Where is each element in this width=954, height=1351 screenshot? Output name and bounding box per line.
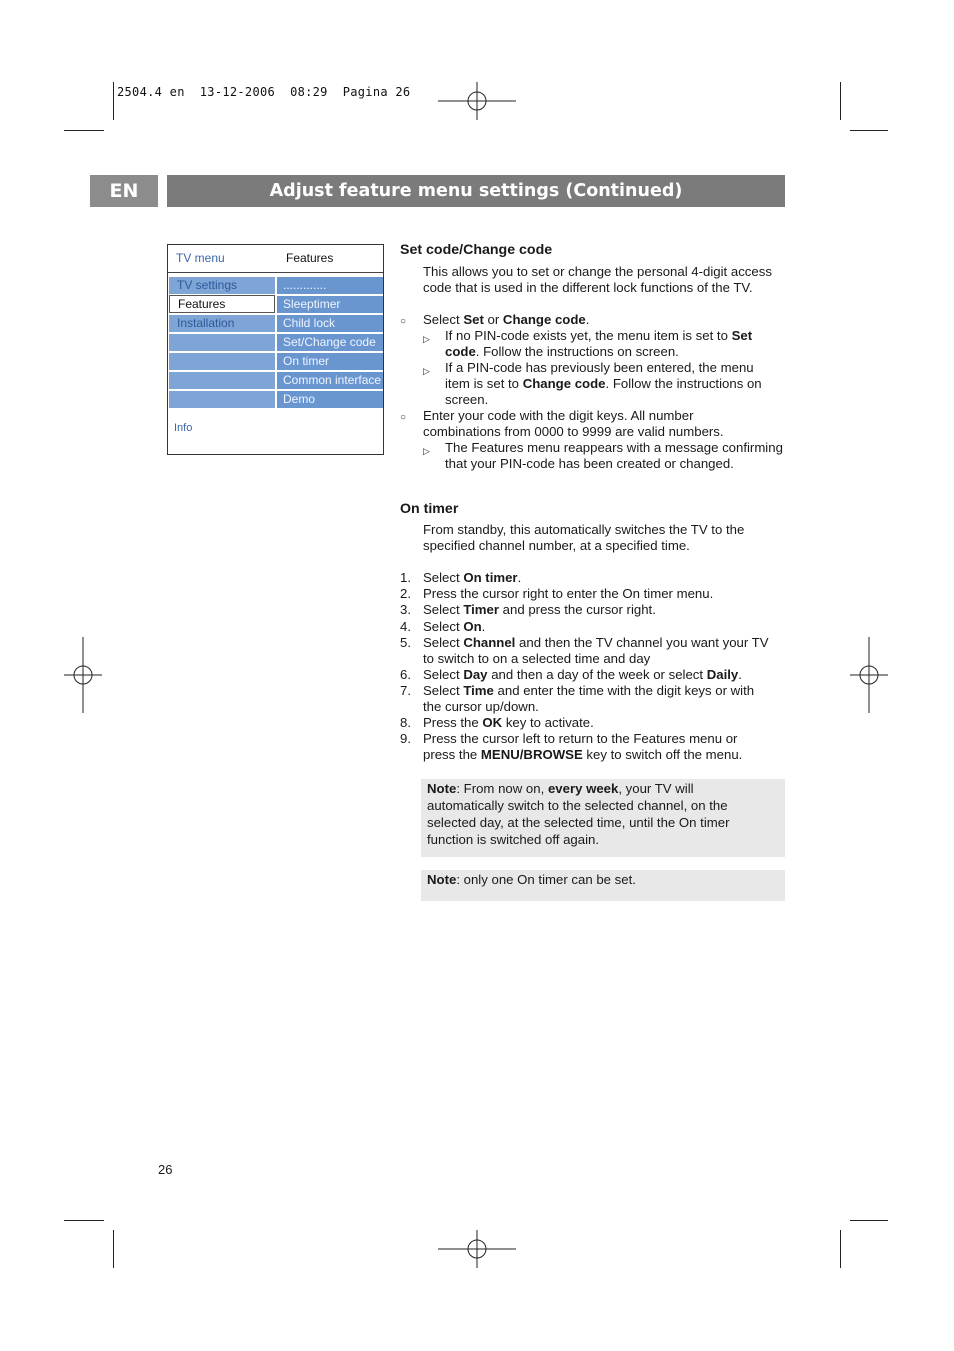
step-line: to switch to on a selected time and day bbox=[423, 651, 651, 666]
menu-left-item: TV settings bbox=[169, 277, 275, 294]
step-line: Press the OK key to activate. bbox=[423, 715, 594, 730]
paragraph-line: From standby, this automatically switches the TV to the bbox=[423, 522, 745, 537]
step-line: Select Set or Change code. bbox=[423, 312, 590, 327]
step-line: Press the cursor left to return to the Features menu or bbox=[423, 731, 738, 746]
menu-right-item: Sleeptimer bbox=[277, 296, 383, 313]
crop-mark bbox=[113, 1230, 114, 1268]
sub-step-line: that your PIN-code has been created or changed. bbox=[445, 456, 734, 471]
step-number: 1. bbox=[400, 570, 411, 585]
paragraph-line: code that is used in the different lock functions of the TV. bbox=[423, 280, 753, 295]
arrow-bullet-icon: ▷ bbox=[423, 334, 430, 344]
print-slug: 2504.4 en 13-12-2006 08:29 Pagina 26 bbox=[117, 85, 411, 99]
step-line: Select Channel and then the TV channel you want your TV bbox=[423, 635, 769, 650]
step-line: the cursor up/down. bbox=[423, 699, 539, 714]
menu-info: Info bbox=[174, 422, 193, 434]
step-line: press the MENU/BROWSE key to switch off the menu. bbox=[423, 747, 743, 762]
menu-left-item bbox=[169, 372, 275, 389]
sub-step-line: If a PIN-code has previously been entered, the menu bbox=[445, 360, 754, 375]
crop-mark bbox=[113, 82, 114, 120]
step-number: 4. bbox=[400, 619, 411, 634]
menu-header-right: Features bbox=[286, 251, 334, 265]
crop-mark bbox=[850, 130, 888, 131]
bullet-icon: ○ bbox=[400, 412, 407, 423]
registration-mark-icon bbox=[438, 82, 516, 120]
sub-step-line: The Features menu reappears with a message confirming bbox=[445, 440, 783, 455]
bullet-icon: ○ bbox=[400, 316, 407, 327]
note-box bbox=[421, 870, 785, 901]
sub-step-line: code. Follow the instructions on screen. bbox=[445, 344, 679, 359]
section-heading: On timer bbox=[400, 501, 459, 517]
paragraph-line: This allows you to set or change the personal 4-digit access bbox=[423, 264, 772, 279]
menu-right-item: Demo bbox=[277, 391, 383, 408]
step-line: Select Timer and press the cursor right. bbox=[423, 602, 656, 617]
step-number: 2. bbox=[400, 586, 411, 601]
menu-header-left: TV menu bbox=[176, 251, 225, 265]
menu-left-item-selected: Features bbox=[169, 295, 275, 313]
step-line: Select Day and then a day of the week or select Daily. bbox=[423, 667, 742, 682]
step-number: 5. bbox=[400, 635, 411, 650]
step-line: Select Time and enter the time with the digit keys or with bbox=[423, 683, 755, 698]
language-tab: EN bbox=[90, 175, 158, 207]
paragraph-line: specified channel number, at a specified time. bbox=[423, 538, 690, 553]
menu-header bbox=[168, 245, 383, 273]
step-number: 7. bbox=[400, 683, 411, 698]
crop-mark bbox=[840, 82, 841, 120]
crop-mark bbox=[840, 1230, 841, 1268]
registration-mark-icon bbox=[850, 637, 888, 713]
menu-left-item bbox=[169, 353, 275, 370]
menu-right-item: Child lock bbox=[277, 315, 383, 332]
sub-step-line: screen. bbox=[445, 392, 489, 407]
menu-right-item: ............. bbox=[277, 277, 383, 294]
note-box bbox=[421, 779, 785, 857]
note-line: Note: only one On timer can be set. bbox=[427, 872, 636, 887]
page-title: Adjust feature menu settings (Continued) bbox=[167, 175, 785, 207]
menu-right-item: On timer bbox=[277, 353, 383, 370]
menu-right-item: Common interface bbox=[277, 372, 383, 389]
crop-mark bbox=[64, 130, 104, 131]
page-number: 26 bbox=[158, 1162, 173, 1177]
step-number: 8. bbox=[400, 715, 411, 730]
menu-left-item bbox=[169, 391, 275, 408]
step-line: Enter your code with the digit keys. All number bbox=[423, 408, 694, 423]
step-line: Select On. bbox=[423, 619, 486, 634]
arrow-bullet-icon: ▷ bbox=[423, 366, 430, 376]
sub-step-line: item is set to Change code. Follow the instructions on bbox=[445, 376, 762, 391]
note-line: Note: From now on, every week, your TV will bbox=[427, 781, 694, 796]
crop-mark bbox=[850, 1220, 888, 1221]
note-line: selected day, at the selected time, until the On timer bbox=[427, 815, 730, 830]
menu-right-item: Set/Change code bbox=[277, 334, 383, 351]
step-line: Select On timer. bbox=[423, 570, 522, 585]
step-number: 9. bbox=[400, 731, 411, 746]
step-number: 6. bbox=[400, 667, 411, 682]
tv-menu-illustration bbox=[167, 244, 384, 455]
note-line: automatically switch to the selected channel, on the bbox=[427, 798, 728, 813]
menu-left-item: Installation bbox=[169, 315, 275, 332]
sub-step-line: If no PIN-code exists yet, the menu item is set to Set bbox=[445, 328, 753, 343]
registration-mark-icon bbox=[64, 637, 102, 713]
registration-mark-icon bbox=[438, 1230, 516, 1268]
arrow-bullet-icon: ▷ bbox=[423, 446, 430, 456]
step-number: 3. bbox=[400, 602, 411, 617]
section-heading: Set code/Change code bbox=[400, 242, 553, 258]
note-line: function is switched off again. bbox=[427, 832, 600, 847]
crop-mark bbox=[64, 1220, 104, 1221]
step-line: combinations from 0000 to 9999 are valid numbers. bbox=[423, 424, 724, 439]
menu-left-item bbox=[169, 334, 275, 351]
step-line: Press the cursor right to enter the On timer menu. bbox=[423, 586, 714, 601]
